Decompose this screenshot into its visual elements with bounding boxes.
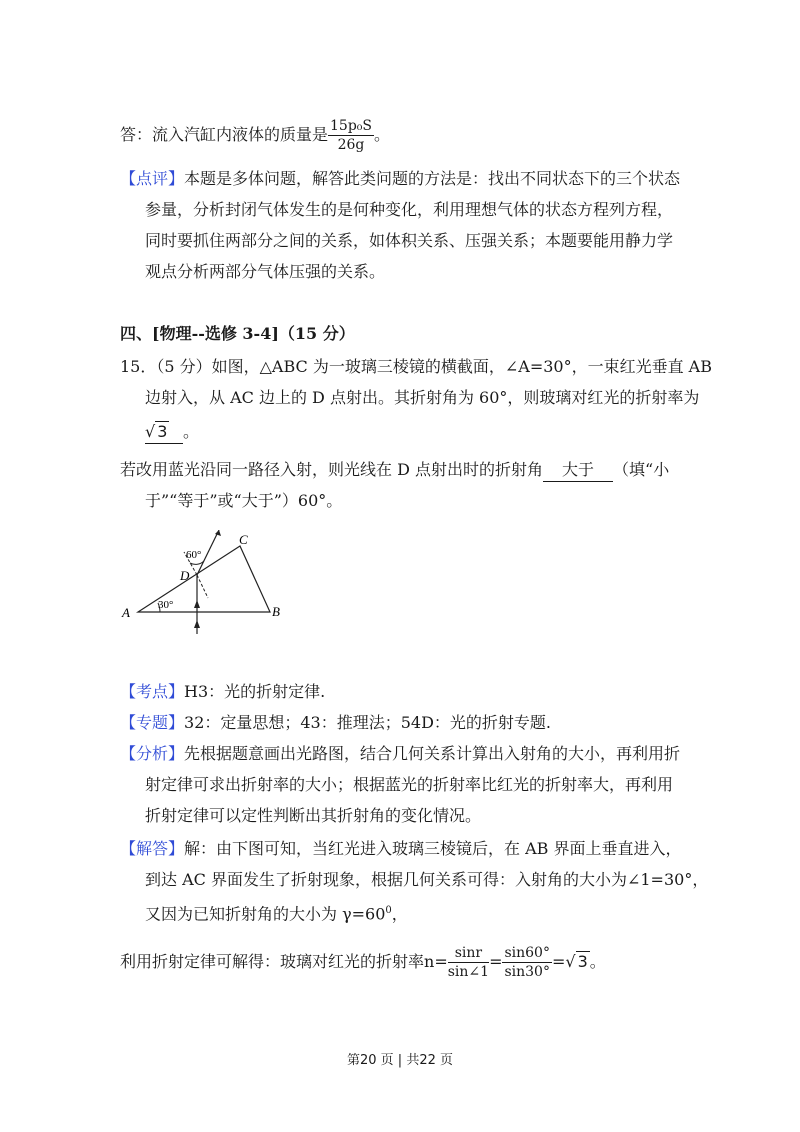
jieda-line-3-suffix: ， [391,904,408,924]
label-d: D [180,568,190,583]
jieda-line-2: 到达 AC 界面发生了折射现象，根据几何关系可得：入射角的大小为∠1=30°， [145,870,709,889]
formula-line [120,945,606,980]
review-tag: 【点评】 [120,169,185,188]
question-line-3-suffix: 。 [183,422,200,441]
review-line-3: 同时要抓住两部分之间的关系，如体积关系、压强关系；本题要能用静力学 [145,231,674,250]
jieda-tag: 【解答】 [120,839,185,858]
fenxi-line-1 [120,743,680,765]
answer-line [120,118,390,153]
answer-blank-2: 大于 [543,459,613,482]
question-line-2: 边射入，从 AC 边上的 D 点射出。其折射角为 60°，则玻璃对红光的折射率为 [145,388,700,407]
answer-prefix: 答：流入汽缸内液体的质量是 [120,125,329,144]
formula-prefix: 利用折射定律可解得：玻璃对红光的折射率 [120,952,425,971]
formula-n-eq: n= [424,952,448,971]
formula-eq: = [489,952,503,971]
jieda-line-3 [145,900,408,925]
angle-a-label: 30° [158,599,174,611]
formula-fraction-1 [448,945,489,980]
fenxi-line-3: 折射定律可以定性判断出其折射角的变化情况。 [145,806,482,825]
formula-fraction-2 [502,945,552,980]
formula-fraction-2-num: sin60° [504,945,550,961]
formula-fraction-1-num: sinr [448,945,489,963]
zhuanti-text: 32：定量思想；43：推理法；54D：光的折射专题. [184,713,552,732]
sqrt-symbol: √ 3 [145,422,168,441]
sqrt-radicand: 3 [157,422,168,441]
jieda-line-3-prefix: 又因为已知折射角的大小为 γ=60 [145,904,386,924]
question-line-4-suffix: （填“小 [613,460,670,479]
question-line-1: 15．（5 分）如图，△ABC 为一玻璃三棱镜的横截面，∠A=30°，一束红光垂直 AB [120,357,712,376]
formula-sqrt-radicand: 3 [577,952,588,971]
kaodian-tag: 【考点】 [120,682,185,701]
label-a: A [122,605,130,620]
jieda-line-1 [120,838,682,860]
kaodian-line [120,681,325,703]
formula-fraction-2-den: sin30° [504,964,550,980]
fenxi-text-1: 先根据题意画出光路图，结合几何关系计算出入射角的大小，再利用折 [184,744,681,763]
prism-figure [118,530,298,640]
label-b: B [272,604,280,619]
formula-fraction-1-den: sin∠1 [447,964,490,980]
fenxi-line-2: 射定律可求出折射率的大小；根据蓝光的折射率比红光的折射率大，再利用 [145,775,674,794]
question-line-3 [145,421,199,444]
answer-blank-1 [145,421,183,444]
formula-suffix: 。 [589,952,606,971]
zhuanti-line [120,712,551,734]
mass-fraction [328,118,374,153]
question-line-4 [120,459,669,482]
mass-fraction-numerator: 15p₀S [330,118,372,134]
angle-d-label: 60° [186,549,202,561]
section-title: 四、[物理--选修 3-4]（15 分） [120,324,355,343]
formula-eq2: = [551,952,566,971]
jieda-text-1: 解：由下图可知，当红光进入玻璃三棱镜后，在 AB 界面上垂直进入， [184,839,682,858]
normal-dashed [197,575,208,598]
mass-fraction-denominator: 26g [337,137,365,153]
formula-sqrt: √ 3 [565,952,588,971]
zhuanti-tag: 【专题】 [120,713,185,732]
fenxi-tag: 【分析】 [120,744,185,763]
review-line-1 [120,168,680,190]
jieda-degree-sup: 0 [385,905,392,916]
review-line-4: 观点分析两部分气体压强的关系。 [145,262,386,281]
review-text-1: 本题是多体问题，解答此类问题的方法是：找出不同状态下的三个状态 [184,169,681,188]
question-line-4-prefix: 若改用蓝光沿同一路径入射，则光线在 D 点射出时的折射角 [120,460,544,479]
page-footer: 第20 页 | 共22 页 [347,1053,453,1068]
inside-arrow [194,600,200,608]
review-line-2: 参量，分析封闭气体发生的是何种变化，利用理想气体的状态方程列方程， [145,200,674,219]
label-c: C [239,532,248,547]
incident-arrow [194,620,200,628]
kaodian-text: H3：光的折射定律. [184,682,326,701]
question-line-5: 于”“等于”或“大于”）60°。 [145,491,343,510]
answer-suffix: 。 [374,125,391,144]
